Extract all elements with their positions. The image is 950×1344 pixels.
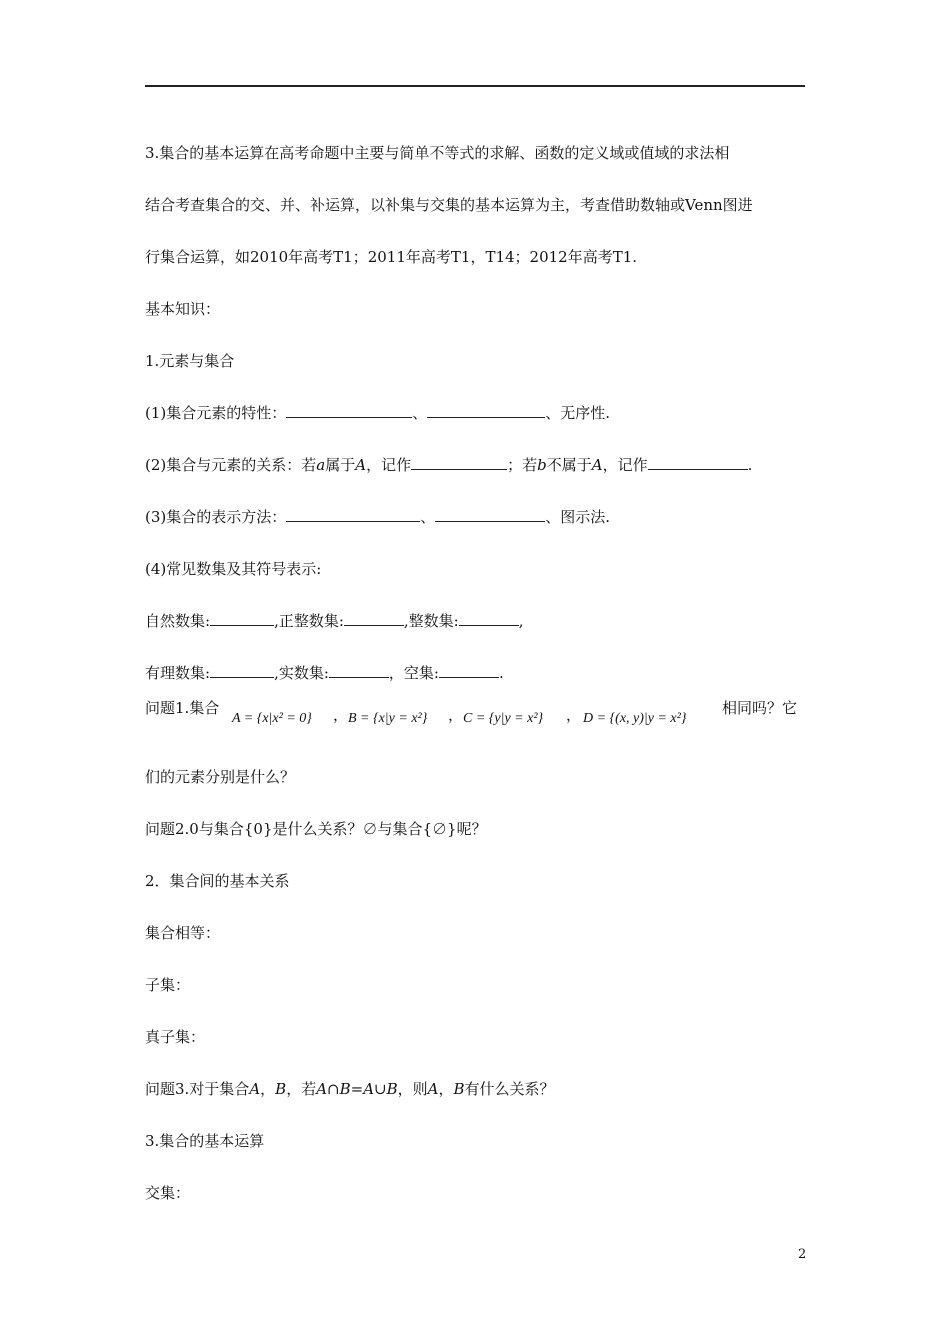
header-rule	[145, 85, 805, 87]
blank-field	[210, 611, 274, 626]
formula-A: A = {x|x² = 0}	[232, 711, 312, 726]
blank-field	[439, 663, 499, 678]
item-1-characteristics	[145, 402, 610, 424]
formula-D: D = {(x, y)|y = x²}	[583, 711, 687, 726]
blank-field	[286, 507, 420, 522]
blank-field	[459, 611, 519, 626]
item-1-label: (1)集合元素的特性：	[145, 404, 287, 422]
text: ，	[438, 1080, 454, 1098]
separator: 、	[420, 508, 436, 526]
text: .	[747, 456, 753, 474]
text: ，记作	[366, 456, 412, 474]
text: ，则	[397, 1080, 428, 1098]
set-expression: A∩B=A∪B	[316, 1080, 398, 1098]
formula-C: C = {y|y = x²}	[463, 711, 544, 726]
comma: ，	[448, 706, 464, 724]
separator: 、	[412, 404, 428, 422]
text: 不属于	[546, 456, 592, 474]
integers-label: ,整数集:	[403, 612, 459, 630]
question-3-tail: 有什么关系？	[464, 1080, 555, 1098]
intro-line-3: 行集合运算，如2010年高考T1；2011年高考T1，T14；2012年高考T1.	[145, 248, 638, 266]
question-3-label: 问题3.对于集合	[145, 1080, 250, 1098]
item-3-tail: 、图示法.	[545, 508, 611, 526]
text: ；若	[507, 456, 538, 474]
blank-field	[427, 403, 545, 418]
section-3-title: 3.集合的基本运算	[145, 1132, 265, 1150]
var-b: b	[537, 456, 547, 474]
item-3-label: (3)集合的表示方法：	[145, 508, 287, 526]
text: 属于	[325, 456, 356, 474]
text: ,	[518, 612, 524, 630]
page-number: 2	[798, 1247, 807, 1262]
comma: ，	[333, 706, 349, 724]
var-A: A	[591, 456, 603, 474]
var-a: a	[316, 456, 326, 474]
var-A: A	[427, 1080, 439, 1098]
blank-field	[329, 663, 389, 678]
var-B: B	[453, 1080, 465, 1098]
intro-line-1: 3.集合的基本运算在高考命题中主要与简单不等式的求解、函数的定义域或值域的求法相	[145, 144, 730, 162]
question-1-label: 问题1.集合	[145, 699, 220, 717]
text: ，若	[286, 1080, 317, 1098]
blank-field	[210, 663, 274, 678]
text: ，记作	[602, 456, 648, 474]
empty-set-label: ，空集:	[388, 664, 439, 682]
positive-integers-label: ,正整数集:	[274, 612, 344, 630]
blank-field	[344, 611, 404, 626]
blank-field	[286, 403, 412, 418]
item-4-number-sets: (4)常见数集及其符号表示:	[145, 560, 322, 578]
item-2-relation	[145, 454, 752, 476]
natural-numbers-label: 自然数集:	[145, 612, 211, 630]
section-2-title: 2．集合间的基本关系	[145, 872, 290, 890]
intersection-label: 交集：	[145, 1184, 191, 1202]
number-sets-row-1	[145, 610, 524, 632]
var-B: B	[275, 1080, 287, 1098]
item-3-representation	[145, 506, 610, 528]
question-2: 问题2.0与集合{0}是什么关系？∅与集合{∅}呢？	[145, 820, 487, 838]
text: .	[498, 664, 504, 682]
question-1-line-2: 们的元素分别是什么？	[145, 768, 296, 786]
subset-label: 子集：	[145, 976, 191, 994]
item-1-tail: 、无序性.	[545, 404, 611, 422]
rational-numbers-label: 有理数集:	[145, 664, 211, 682]
number-sets-row-2	[145, 662, 504, 684]
text: ，	[260, 1080, 276, 1098]
section-1-title: 1.元素与集合	[145, 352, 235, 370]
blank-field	[411, 455, 507, 470]
formula-B: B = {x|y = x²}	[348, 711, 428, 726]
set-equality-label: 集合相等：	[145, 924, 221, 942]
intro-line-2: 结合考查集合的交、并、补运算，以补集与交集的基本运算为主，考查借助数轴或Venn图进	[145, 196, 753, 214]
question-1-tail: 相同吗？它	[722, 699, 798, 717]
var-A: A	[249, 1080, 261, 1098]
blank-field	[435, 507, 545, 522]
item-2-label: (2)集合与元素的关系：若	[145, 456, 317, 474]
real-numbers-label: ,实数集:	[274, 664, 329, 682]
proper-subset-label: 真子集：	[145, 1028, 206, 1046]
comma: ，	[566, 706, 582, 724]
var-A: A	[355, 456, 367, 474]
question-3	[145, 1078, 555, 1100]
basics-heading: 基本知识：	[145, 300, 221, 318]
blank-field	[648, 455, 748, 470]
